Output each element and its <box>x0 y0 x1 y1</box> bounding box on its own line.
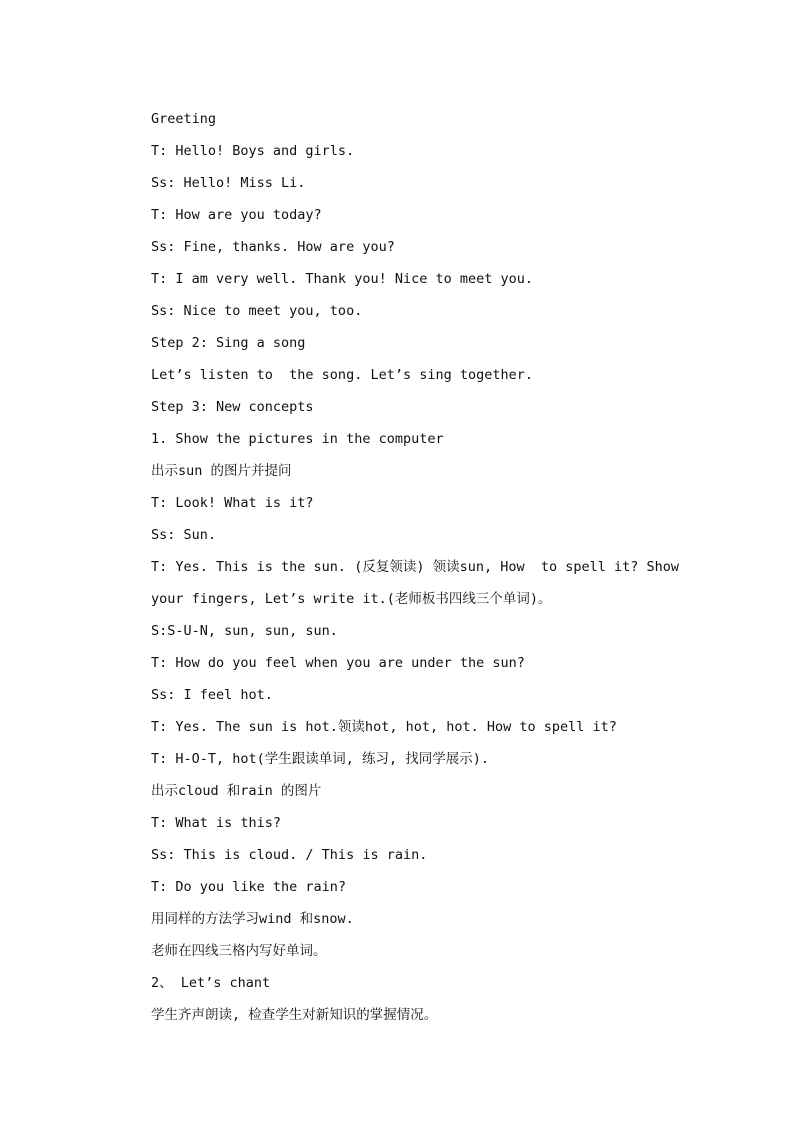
dialogue-line: T: Yes. This is the sun. (反复领读) 领读sun, How to spell it? Show <box>151 559 680 575</box>
dialogue-line: Ss: Nice to meet you, too. <box>151 303 363 319</box>
step-heading: Step 2: Sing a song <box>151 335 306 351</box>
instruction-line: 1. Show the pictures in the computer <box>151 431 444 447</box>
instruction-line: 用同样的方法学习wind 和snow. <box>151 911 354 927</box>
instruction-line: 出示sun 的图片并提问 <box>151 463 292 479</box>
step-heading: Step 3: New concepts <box>151 399 314 415</box>
dialogue-line: Ss: Fine, thanks. How are you? <box>151 239 395 255</box>
heading-greeting: Greeting <box>151 111 217 127</box>
dialogue-line: T: Look! What is it? <box>151 495 314 511</box>
lesson-plan-text <box>151 108 711 1036</box>
dialogue-line: S:S-U-N, sun, sun, sun. <box>151 623 338 639</box>
dialogue-line: T: H-O-T, hot(学生跟读单词, 练习, 找同学展示). <box>151 751 490 767</box>
dialogue-line: T: How are you today? <box>151 207 322 223</box>
instruction-line: 学生齐声朗读, 检查学生对新知识的掌握情况。 <box>151 1007 438 1023</box>
dialogue-line: Ss: Sun. <box>151 527 217 543</box>
dialogue-line: Ss: I feel hot. <box>151 687 273 703</box>
dialogue-line: your fingers, Let’s write it.(老师板书四线三个单词)。 <box>151 591 552 607</box>
dialogue-line: T: Hello! Boys and girls. <box>151 143 355 159</box>
dialogue-line: Ss: This is cloud. / This is rain. <box>151 847 428 863</box>
dialogue-line: Ss: Hello! Miss Li. <box>151 175 306 191</box>
dialogue-line: T: Do you like the rain? <box>151 879 347 895</box>
instruction-line: Let’s listen to the song. Let’s sing together. <box>151 367 534 383</box>
instruction-line: 老师在四线三格内写好单词。 <box>151 943 327 959</box>
dialogue-line: T: What is this? <box>151 815 282 831</box>
instruction-line: 出示cloud 和rain 的图片 <box>151 783 322 799</box>
dialogue-line: T: Yes. The sun is hot.领读hot, hot, hot. How to spell it? <box>151 719 617 735</box>
dialogue-line: T: How do you feel when you are under the sun? <box>151 655 525 671</box>
dialogue-line: T: I am very well. Thank you! Nice to meet you. <box>151 271 534 287</box>
step-heading: 2、 Let’s chant <box>151 975 271 991</box>
